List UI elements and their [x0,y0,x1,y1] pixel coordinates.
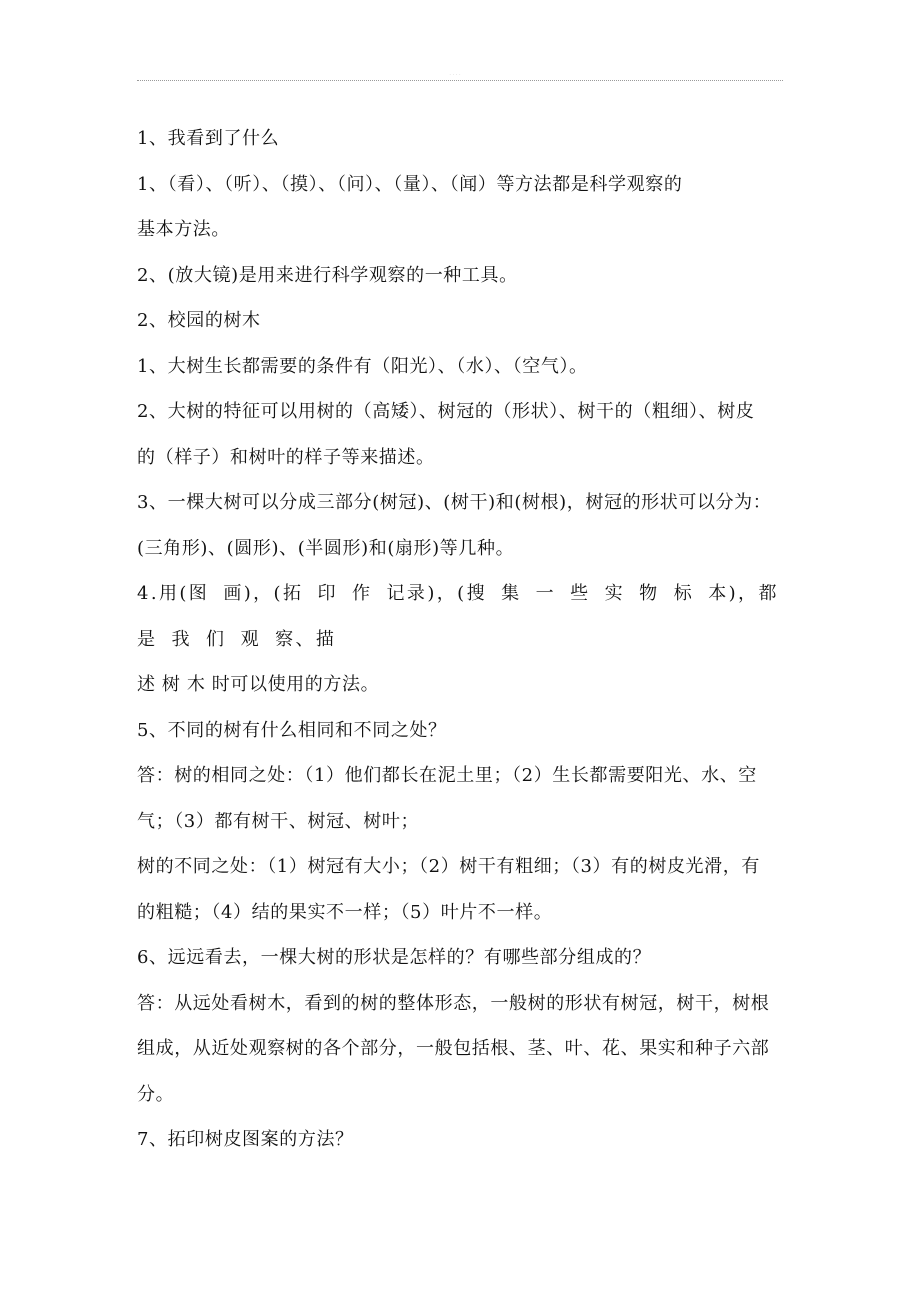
text-line: 述 树 木 时可以使用的方法。 [137,674,380,695]
text-line: 1、大树生长都需要的条件有（阳光）、（水）、（空气）。 [137,355,588,377]
text-line: (三角形)、(圆形)、(半圆形)和(扇形)等几种。 [137,537,515,559]
document-body [137,116,782,1163]
answer-line: 树的不同之处：（1）树冠有大小；（2）树干有粗细；（3）有的树皮光滑，有 [137,856,760,877]
question-line: 7、拓印树皮图案的方法？ [137,1129,354,1150]
answer-line: 气；（3）都有树干、树冠、树叶； [137,810,420,832]
answer-line: 答：从远处看树木，看到的树的整体形态，一般树的形状有树冠，树干，树根 [137,992,770,1014]
text-line: 1、（看）、（听）、（摸）、（问）、（量）、（闻）等方法都是科学观察的 [137,173,683,195]
header-mark: · · · · [449,72,461,78]
text-line: 的（样子）和树叶的样子等来描述。 [137,446,435,468]
header-rule [137,80,783,81]
answer-line: 分。 [137,1083,175,1105]
answer-line: 的粗糙；（4）结的果实不一样；（5）叶片不一样。 [137,901,553,923]
answer-line: 组成，从近处观察树的各个部分，一般包括根、茎、叶、花、果实和种子六部 [137,1038,770,1059]
text-line: 3、一棵大树可以分成三部分(树冠)、(树干)和(树根)，树冠的形状可以分为： [137,492,772,513]
text-line: 4.用(图 画)，(拓 印 作 记录)，(搜 集 一 些 实 物 标 本)，都 是 我 们 观 察、描 [137,583,779,650]
text-line: 基本方法。 [137,219,230,240]
question-line: 6、远远看去，一棵大树的形状是怎样的？有哪些部分组成的？ [137,947,652,968]
section-heading-1: 1、我看到了什么 [137,128,280,149]
section-heading-2: 2、校园的树木 [137,310,261,331]
answer-line: 答：树的相同之处：（1）他们都长在泥土里；（2）生长都需要阳光、水、空 [137,765,757,786]
question-line: 5、不同的树有什么相同和不同之处？ [137,719,447,741]
text-line: 2、大树的特征可以用树的（高矮）、树冠的（形状）、树干的（粗细）、树皮 [137,401,755,422]
text-line: 2、(放大镜)是用来进行科学观察的一种工具。 [137,264,518,286]
